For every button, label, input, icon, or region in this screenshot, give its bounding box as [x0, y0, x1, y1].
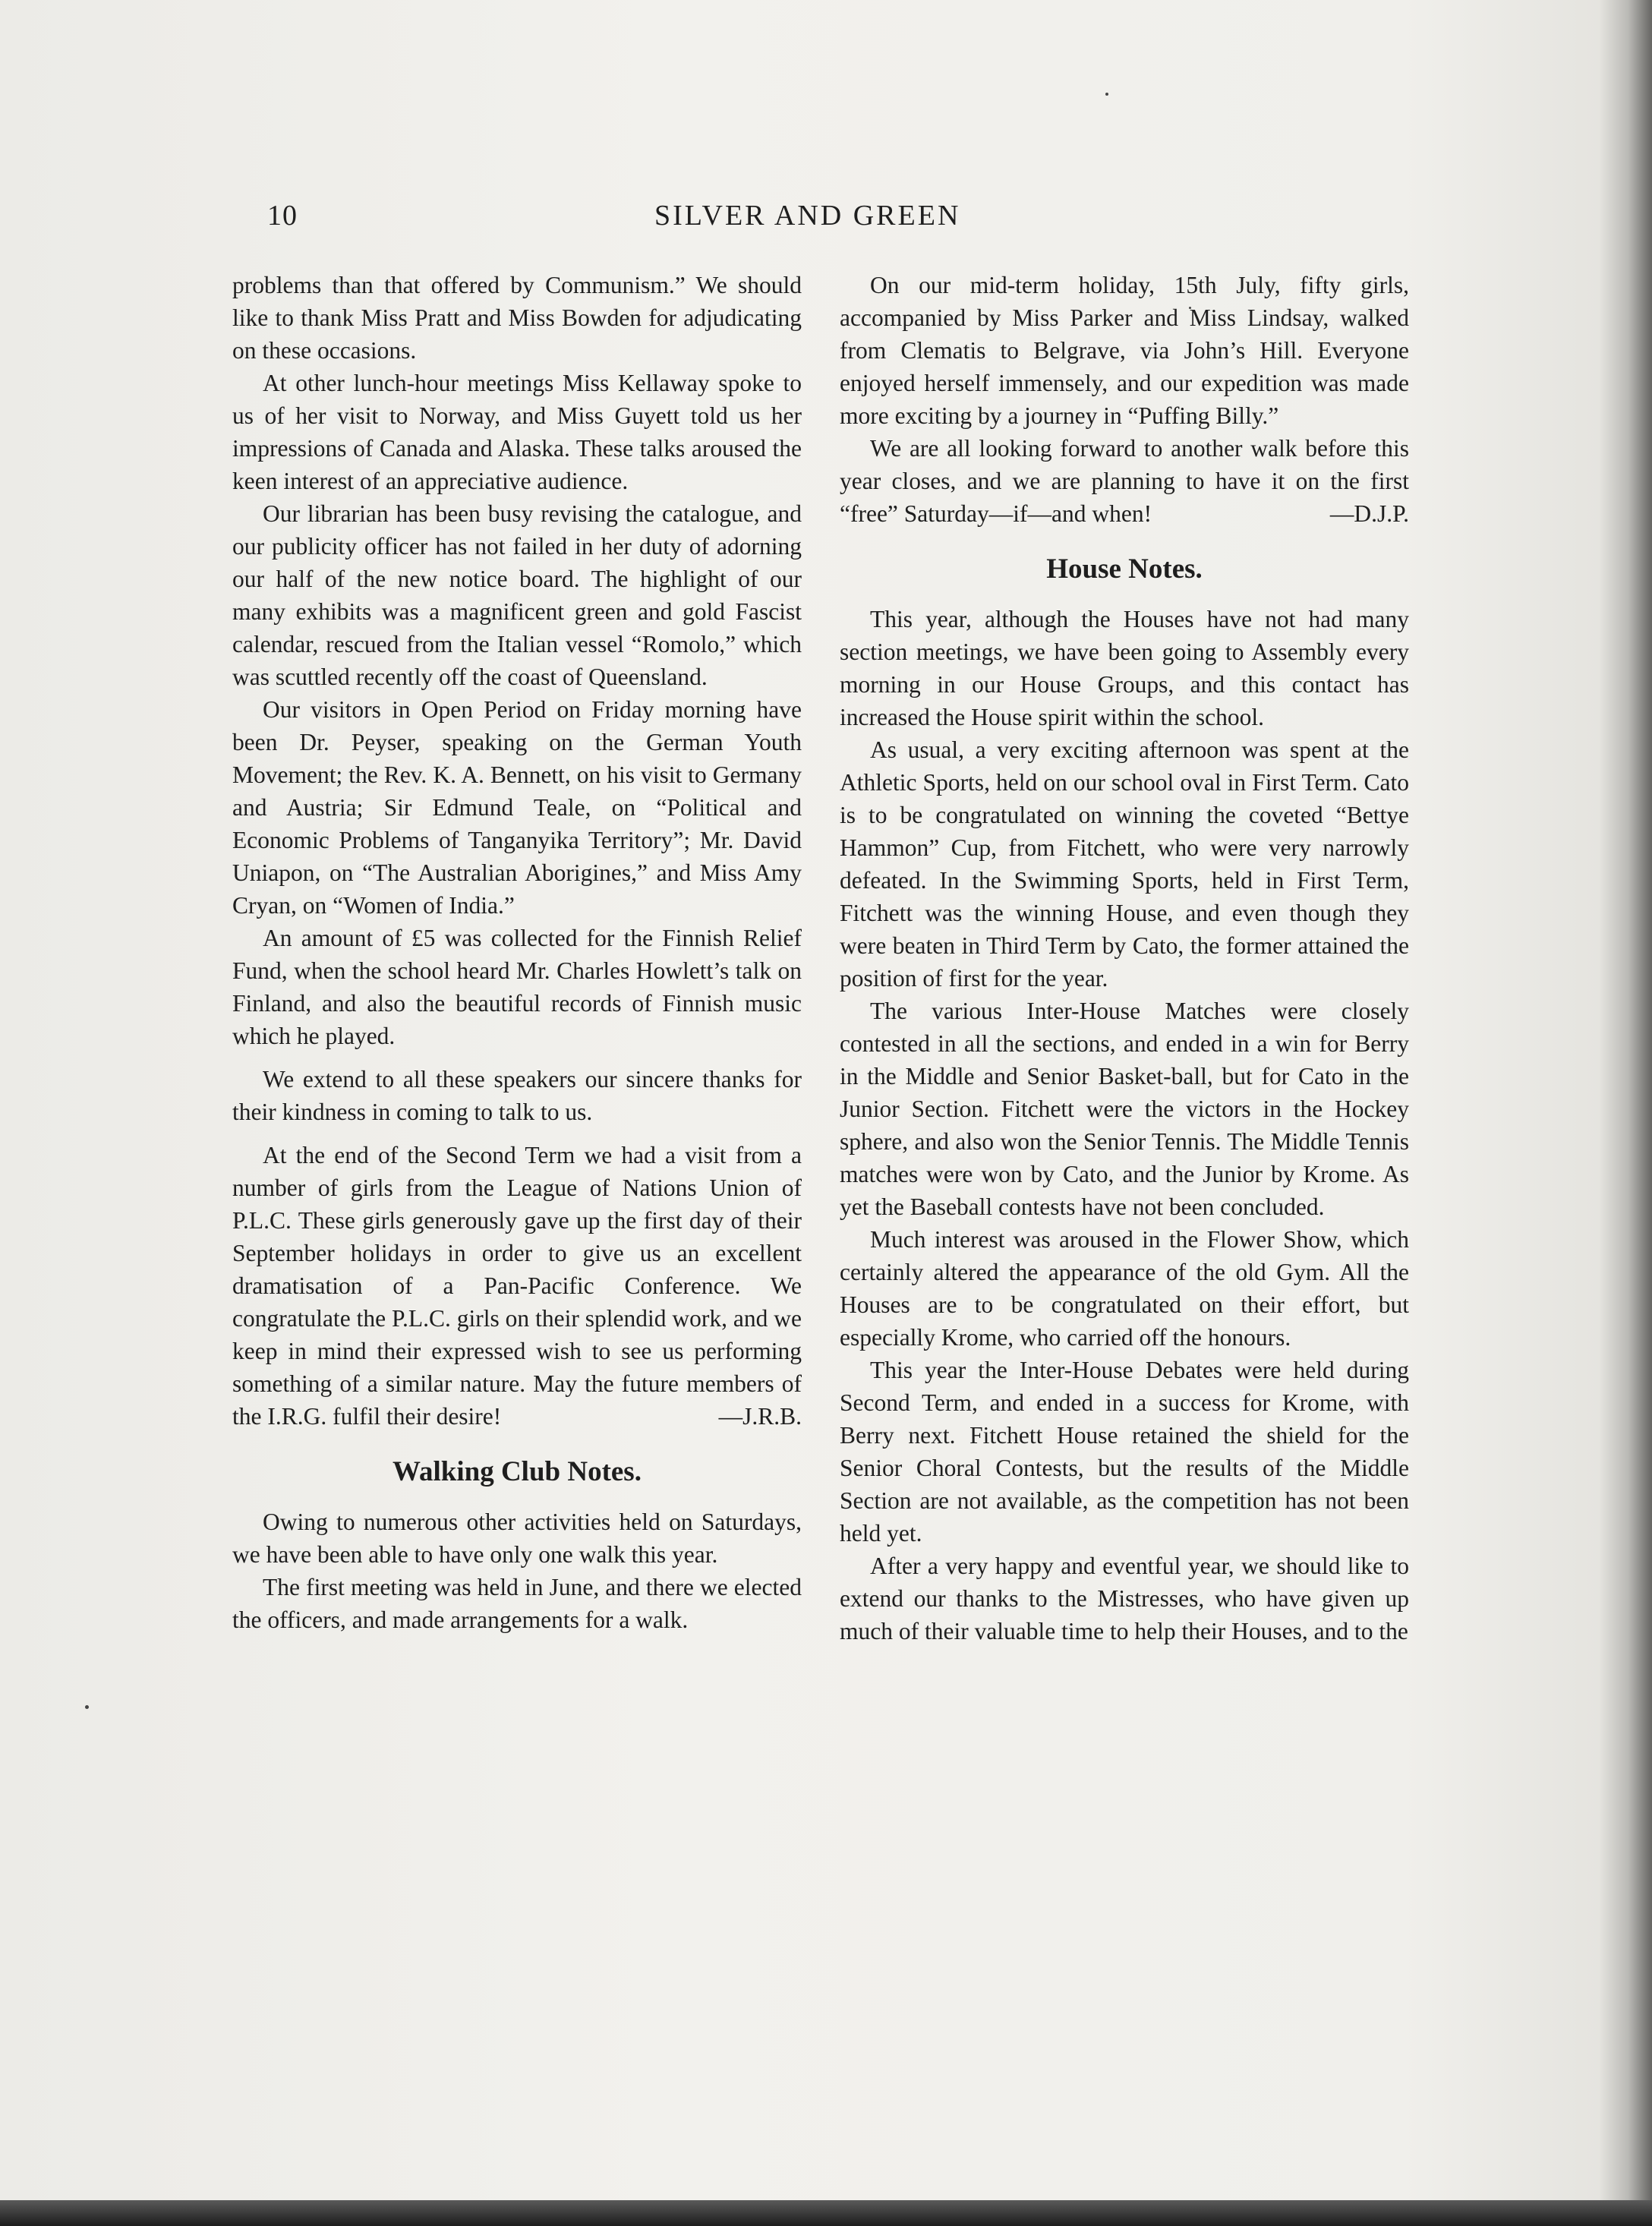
paragraph-with-signature: [840, 432, 1409, 530]
paragraph: problems than that offered by Communism.” We should like to thank Miss Pratt and Miss Bowden for adjudicating on these occasions.: [232, 272, 802, 364]
paragraph: Our visitors in Open Period on Friday morning have been Dr. Peyser, speaking on the German Youth Movement; the Rev. K. A. Bennett, on his visit to Germany and Austria; Sir Edmund Teale, on “Political and Economic Problems of Tanganyika Territory”; Mr. David Uniapon, on “The Australian Aborigines,” and Miss Amy Cryan, on “Women of India.”: [232, 696, 802, 919]
left-column: [232, 269, 802, 1636]
paragraph: At other lunch-hour meetings Miss Kellaway spoke to us of her visit to Norway, and Miss Guyett told us her impressions of Canada and Alaska. These talks aroused the keen interest of an appreciative audience.: [232, 370, 802, 494]
running-head: SILVER AND GREEN: [654, 200, 961, 232]
paragraph-with-signature: [232, 1139, 802, 1433]
paragraph: This year the Inter-House Debates were held during Second Term, and ended in a success for Krome, with Berry next. Fitchett House retained the shield for the Senior Choral Contests, but the results of the Middle Section are not available, as the competition has not been held yet.: [840, 1357, 1409, 1547]
section-heading-walking-club: Walking Club Notes.: [393, 1456, 642, 1487]
paragraph-text: We are all looking forward to another walk before this year closes, and we are planning to have it on the first “free” Saturday—if—and when!: [840, 435, 1409, 527]
paragraph: Owing to numerous other activities held on Saturdays, we have been able to have only one walk this year.: [232, 1509, 802, 1568]
paragraph: The first meeting was held in June, and there we elected the officers, and made arrangements for a walk.: [232, 1574, 802, 1633]
paragraph: After a very happy and eventful year, we should like to extend our thanks to the Mistresses, who have given up much of their valuable time to help their Houses, and to the: [840, 1553, 1409, 1644]
paragraph: Our librarian has been busy revising the catalogue, and our publicity officer has not failed in her duty of adorning our half of the new notice board. The highlight of our many exhibits was a magnificent green and gold Fascist calendar, rescued from the Italian vessel “Romolo,” which was scuttled recently off the coast of Queensland.: [232, 500, 802, 690]
paragraph: On our mid-term holiday, 15th July, fifty girls, accompanied by Miss Parker and Miss Lindsay, walked from Clematis to Belgrave, via John’s Hill. Everyone enjoyed herself immensely, and our expedition was made more exciting by a journey in “Puffing Billy.”: [840, 272, 1409, 429]
binding-shadow: [1599, 0, 1652, 2226]
paragraph: An amount of £5 was collected for the Finnish Relief Fund, when the school heard Mr. Charles Howlett’s talk on Finland, and also the beautiful records of Finnish music which he played.: [232, 925, 802, 1049]
scan-speck: [85, 1705, 89, 1709]
paragraph: Much interest was aroused in the Flower Show, which certainly altered the appearance of the old Gym. All the Houses are to be congratulated on their effort, but especially Krome, who carried off the honours.: [840, 1226, 1409, 1351]
paragraph: We extend to all these speakers our sincere thanks for their kindness in coming to talk to us.: [232, 1066, 802, 1125]
right-column: [840, 269, 1409, 1647]
paragraph: This year, although the Houses have not had many section meetings, we have been going to Assembly every morning in our House Groups, and this contact has increased the House spirit within the school.: [840, 606, 1409, 730]
scan-speck: [1105, 93, 1108, 96]
paragraph: The various Inter-House Matches were closely contested in all the sections, and ended in a win for Berry in the Middle and Senior Basket-ball, but for Cato in the Junior Section. Fitchett were the victors in the Hockey sphere, and also won the Senior Tennis. The Middle Tennis matches were won by Cato, and the Junior by Krome. As yet the Baseball contests have not been concluded.: [840, 998, 1409, 1220]
scan-edge: [0, 2200, 1652, 2226]
signature: —D.J.P.: [1329, 500, 1409, 527]
page-number: 10: [267, 200, 298, 232]
signature: —J.R.B.: [718, 1403, 802, 1430]
paragraph: As usual, a very exciting afternoon was spent at the Athletic Sports, held on our school oval in First Term. Cato is to be congratulated on winning the coveted “Bettye Hammon” Cup, from Fitchett, who were very narrowly defeated. In the Swimming Sports, held in First Term, Fitchett was the winning House, and even though they were beaten in Third Term by Cato, the former attained the position of first for the year.: [840, 736, 1409, 992]
section-heading-house-notes: House Notes.: [1046, 553, 1203, 585]
paragraph-text: At the end of the Second Term we had a visit from a number of girls from the League of Nations Union of P.L.C. These girls generously gave up the first day of their September holidays in order to give us an excellent dramatisation of a Pan-Pacific Conference. We congratulate the P.L.C. girls on their splendid work, and we keep in mind their expressed wish to see us performing something of a similar nature. May the future members of the I.R.G. fulfil their desire!: [232, 1142, 802, 1430]
